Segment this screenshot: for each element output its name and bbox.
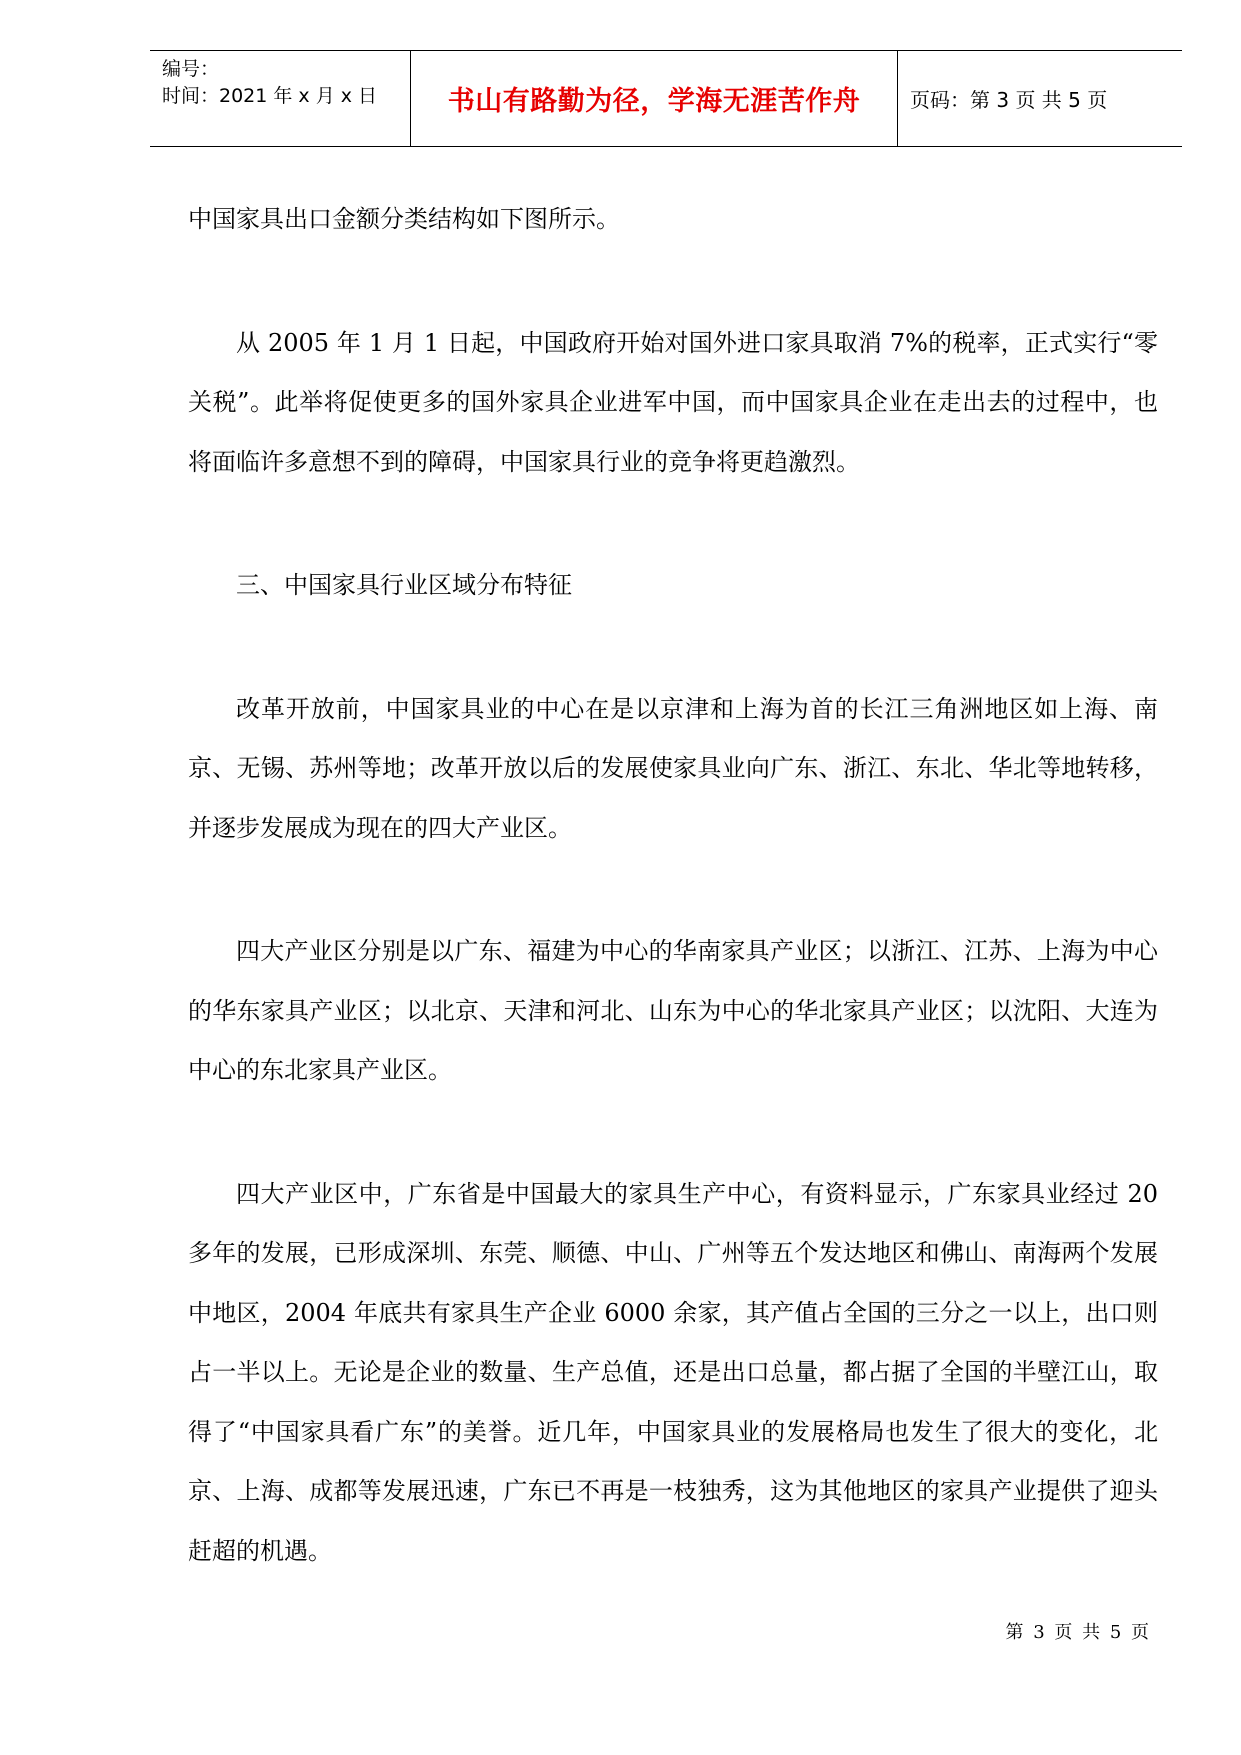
page-label: 页码：第 3 页 共 5 页: [910, 88, 1108, 112]
paragraph-intro: 中国家具出口金额分类结构如下图所示。: [188, 205, 620, 233]
header-page-cell: [898, 51, 1182, 146]
header-meta: [150, 51, 410, 146]
time-label: 时间：2021 年 x 月 x 日: [162, 85, 378, 107]
document-body: [188, 190, 1158, 1581]
paragraph-guangdong: 四大产业区中，广东省是中国最大的家具生产中心，有资料显示，广东家具业经过 20 多年的发展，已形成深圳、东莞、顺德、中山、广州等五个发达地区和佛山、南海两个发展中地区，2004 年底共有家具生产企业 6000 余家，其产值占全国的三分之一以上，出口则占一半以上。无论是企业的数量、生产总值，还是出口总量，都占据了全国的半壁江山，取得了“中国家具看广东”的美誉。近几年，中国家具业的发展格局也发生了很大的变化，北京、上海、成都等发展迅速，广东已不再是一枝独秀，这为其他地区的家具产业提供了迎头赶超的机遇。: [188, 1179, 1158, 1565]
header-motto-cell: [410, 51, 898, 146]
paragraph-history: 改革开放前，中国家具业的中心在是以京津和上海为首的长江三角洲地区如上海、南京、无锡、苏州等地；改革开放以后的发展使家具业向广东、浙江、东北、华北等地转移，并逐步发展成为现在的四大产业区。: [188, 694, 1158, 842]
paragraph-regions: 四大产业区分别是以广东、福建为中心的华南家具产业区；以浙江、江苏、上海为中心的华东家具产业区；以北京、天津和河北、山东为中心的华北家具产业区；以沈阳、大连为中心的东北家具产业区。: [188, 937, 1158, 1084]
section-title: 三、中国家具行业区域分布特征: [236, 571, 572, 599]
page-header: [150, 50, 1182, 147]
page-footer: 第 3 页 共 5 页: [1005, 1622, 1151, 1643]
serial-label: 编号：: [162, 58, 220, 80]
motto: 书山有路勤为径，学海无涯苦作舟: [447, 86, 861, 117]
paragraph-tariff: 从 2005 年 1 月 1 日起，中国政府开始对国外进口家具取消 7%的税率，正式实行“零关税”。此举将促使更多的国外家具企业进军中国，而中国家具企业在走出去的过程中，也将面临许多意想不到的障碍，中国家具行业的竞争将更趋激烈。: [188, 328, 1158, 476]
